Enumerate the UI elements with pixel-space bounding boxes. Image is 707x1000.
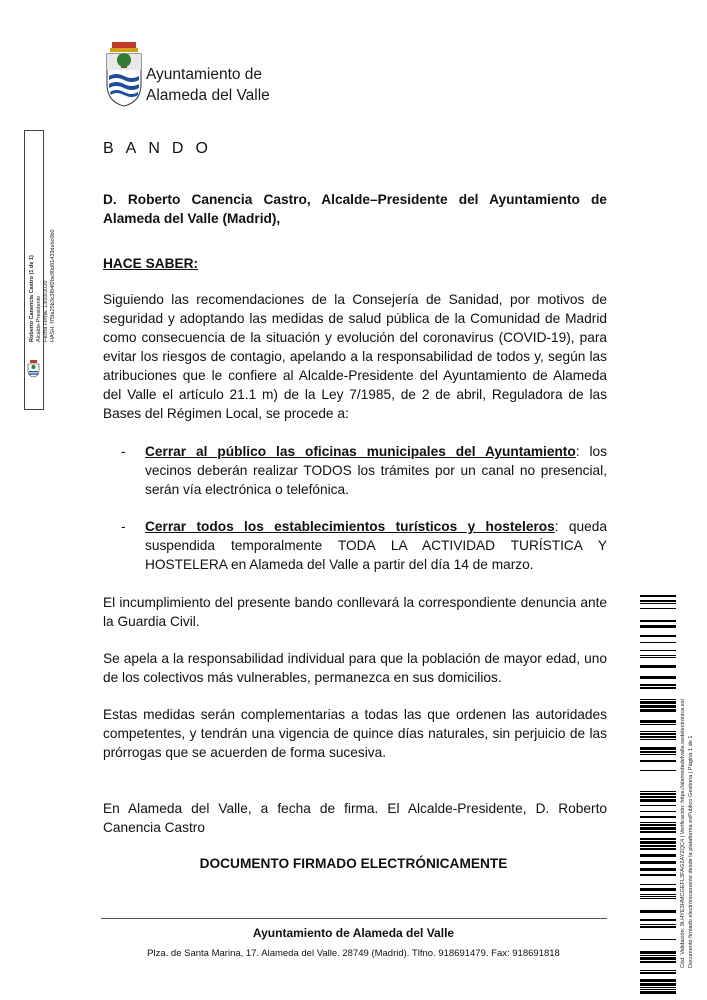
barcode-stripe: [640, 642, 676, 643]
barcode-stripe: [640, 848, 676, 850]
barcode-stripe: [640, 650, 676, 651]
barcode-stripe: [640, 987, 676, 988]
footer-divider: [101, 918, 607, 919]
logo-line1: Ayuntamiento de: [146, 66, 263, 83]
paragraph-1: Siguiendo las recomendaciones de la Consejería de Sanidad, por motivos de seguridad y adoptando las medidas de salud pública de la Comunidad de Madrid como consecuencia de la situación y evolución del coronavirus (COVID-19), para evitar los riesgos de contagio, apelando a la responsabilidad de todos y, según las atribuciones que le confiere al Alcalde-Presidente del Ayuntamiento de Alameda del Valle el artículo 21.1 m) de la Ley 7/1985, de 2 de abril, Reguladora de las Bases del Régimen Local, se procede a:: [103, 292, 607, 421]
footer-address: Plza. de Santa Marina, 17. Alameda del Valle. 28749 (Madrid). Tlfno. 918691479. Fax: 918691818: [147, 948, 560, 959]
barcode-stripe: [640, 910, 676, 913]
verification-line: Documento firmado electrónicamente desde la plataforma esPublico Gestiona | Página 1 de 1: [688, 735, 694, 968]
verification-barcode: [640, 595, 676, 995]
list-item: [121, 517, 607, 574]
paragraph-3: Se apela a la responsabilidad individual para que la población de mayor edad, uno de los colectivos más vulnerables, permanezca en sus domicilios.: [103, 651, 607, 685]
list-dash: -: [121, 444, 126, 459]
barcode-stripe: [640, 957, 676, 960]
barcode-stripe: [640, 595, 676, 597]
logo-text: [146, 64, 270, 106]
barcode-stripe: [640, 896, 676, 897]
list-item-head: Cerrar al público las oficinas municipales del Ayuntamiento: [145, 444, 576, 459]
barcode-stripe: [640, 822, 676, 823]
barcode-stripe: [640, 991, 676, 994]
barcode-stripe: [640, 770, 676, 771]
barcode-stripe: [640, 831, 676, 833]
barcode-stripe: [640, 955, 676, 956]
barcode-stripe: [640, 845, 676, 847]
intro-paragraph: D. Roberto Canencia Castro, Alcalde–Presidente del Ayuntamiento de Alameda del Valle (Madrid),: [103, 192, 607, 226]
barcode-stripe: [640, 924, 676, 925]
barcode-stripe: [640, 754, 676, 755]
verification-text: [679, 699, 695, 968]
barcode-stripe: [640, 983, 676, 986]
barcode-stripe: [640, 655, 676, 656]
list-item-rest: : los vecinos deberán realizar TODOS los trámites por un canal no presencial, serán vía electrónica o telefónica.: [145, 444, 607, 497]
document-title: BANDO: [103, 140, 220, 157]
barcode-stripe: [640, 827, 676, 830]
stamp-line: Fecha Firma: 13/03/2020: [43, 280, 49, 342]
barcode-stripe: [640, 898, 676, 899]
barcode-stripe: [640, 603, 676, 604]
barcode-stripe: [640, 736, 676, 738]
barcode-stripe: [640, 874, 676, 876]
barcode-stripe: [640, 894, 676, 895]
barcode-stripe: [640, 625, 676, 628]
barcode-stripe: [640, 854, 676, 857]
barcode-stripe: [640, 868, 676, 871]
barcode-stripe: [640, 824, 676, 826]
stamp-line: Roberto Canencia Castro (1 de 1): [29, 255, 35, 342]
barcode-stripe: [640, 805, 676, 806]
list-item-head: Cerrar todos los establecimientos turísticos y hosteleros: [145, 519, 555, 534]
barcode-stripe: [640, 676, 676, 679]
barcode-stripe: [640, 796, 676, 798]
list-dash: -: [121, 519, 126, 534]
barcode-stripe: [640, 608, 676, 609]
paragraph-4: Estas medidas serán complementarias a todas las que ordenen las autoridades competentes, y tendrán una vigencia de quince días naturales, sin perjuicio de las prórrogas que se acuerden de forma sucesiva.: [103, 707, 607, 760]
coat-of-arms-logo: [104, 40, 144, 108]
barcode-stripe: [640, 739, 676, 740]
list-item: [121, 442, 607, 499]
stamp-line: HASH: f75fe25b3c3f84f2be90d81433debc0b0: [50, 229, 56, 342]
barcode-stripe: [640, 724, 676, 725]
logo-line2: Alameda del Valle: [146, 87, 270, 104]
barcode-stripe: [640, 687, 676, 689]
footer-name: Ayuntamiento de Alameda del Valle: [252, 926, 455, 940]
barcode-stripe: [640, 970, 676, 971]
list-item-text: [145, 442, 607, 499]
barcode-stripe: [640, 979, 676, 982]
barcode-stripe: [640, 989, 676, 990]
barcode-stripe: [640, 861, 676, 864]
hace-saber-heading: HACE SABER:: [103, 256, 199, 271]
barcode-stripe: [640, 811, 676, 812]
barcode-stripe: [640, 961, 676, 963]
barcode-stripe: [640, 793, 676, 795]
list-item-text: [145, 517, 607, 574]
barcode-stripe: [640, 709, 676, 712]
signed-notice: DOCUMENTO FIRMADO ELECTRÓNICAMENTE: [199, 856, 508, 871]
barcode-stripe: [640, 799, 676, 802]
signature-stamp-text: [29, 229, 57, 342]
barcode-stripe: [640, 926, 676, 928]
verification-line: Cód. Validación: 9LHYE3HMCGEFL3FAG2AY2QC4 | Verificación: https://alamedadelvalle.sedelectronica.es/: [680, 698, 686, 968]
barcode-stripe: [640, 751, 676, 753]
stamp-seal-icon: [27, 360, 40, 378]
barcode-stripe: [640, 816, 676, 818]
barcode-stripe: [640, 720, 676, 723]
barcode-stripe: [640, 951, 676, 954]
barcode-stripe: [640, 665, 676, 668]
barcode-stripe: [640, 684, 676, 686]
stamp-line: Alcalde-Presidente: [36, 295, 42, 342]
barcode-stripe: [640, 888, 676, 891]
barcode-stripe: [640, 884, 676, 885]
barcode-stripe: [640, 701, 676, 704]
barcode-stripe: [640, 657, 676, 658]
barcode-stripe: [640, 919, 676, 921]
barcode-stripe: [640, 620, 676, 622]
list-item-rest: : queda suspendida temporalmente TODA LA ACTIVIDAD TURÍSTICA Y HOSTELERA en Alameda del Valle a partir del día 14 de marzo.: [145, 519, 607, 572]
barcode-stripe: [640, 699, 676, 700]
barcode-stripe: [640, 838, 676, 840]
barcode-stripe: [640, 972, 676, 974]
barcode-stripe: [640, 600, 676, 602]
barcode-stripe: [640, 733, 676, 735]
closing-paragraph: En Alameda del Valle, a fecha de firma. El Alcalde-Presidente, D. Roberto Canencia Castro: [103, 801, 607, 835]
barcode-stripe: [640, 841, 676, 844]
barcode-stripe: [640, 635, 676, 637]
barcode-stripe: [640, 705, 676, 708]
barcode-stripe: [640, 939, 676, 940]
barcode-stripe: [640, 747, 676, 750]
barcode-stripe: [640, 731, 676, 732]
paragraph-2: El incumplimiento del presente bando conllevará la correspondiente denuncia ante la Guardia Civil.: [103, 595, 607, 629]
barcode-stripe: [640, 760, 676, 762]
barcode-stripe: [640, 791, 676, 792]
